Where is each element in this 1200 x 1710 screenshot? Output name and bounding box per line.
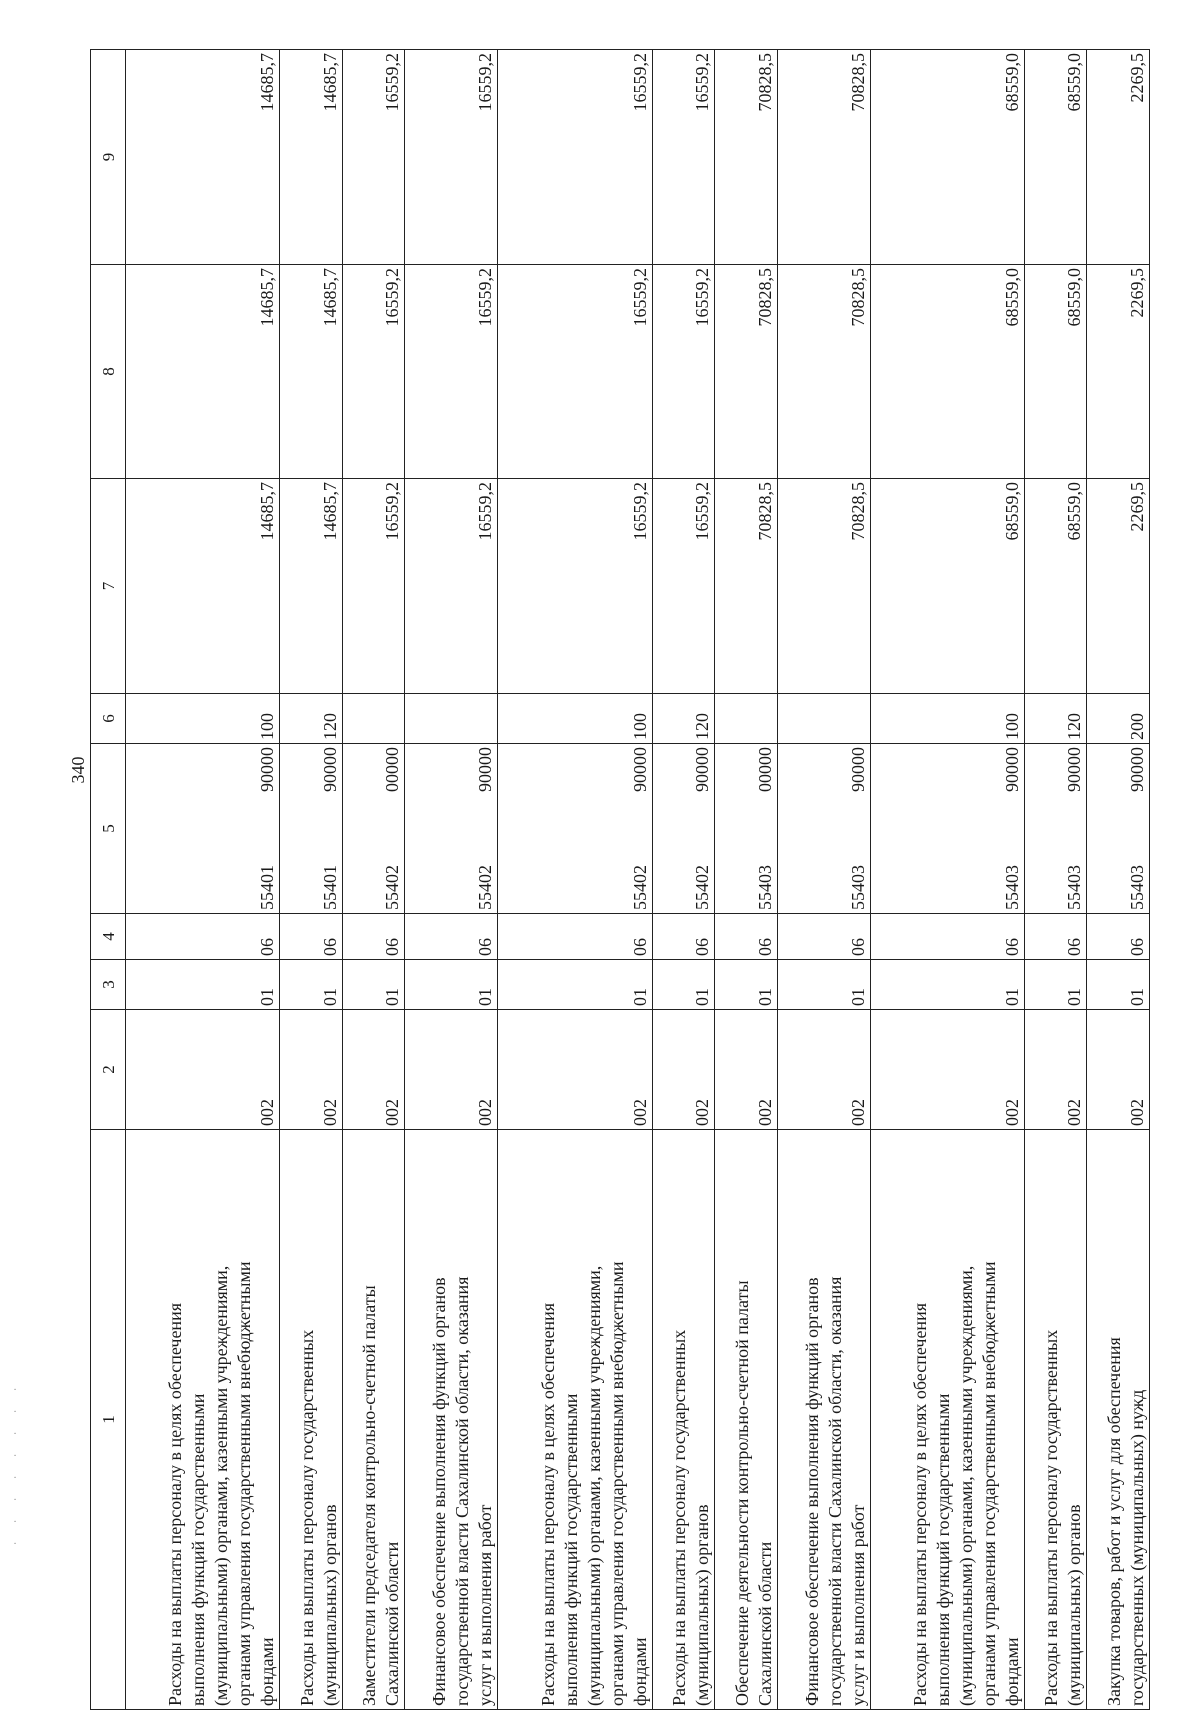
table-row xyxy=(652,50,715,1710)
section-code-cell: 01 xyxy=(777,960,870,1010)
column-header: 5 xyxy=(91,744,126,914)
column-header: 7 xyxy=(91,479,126,694)
ministry-code-cell: 002 xyxy=(126,1010,280,1130)
subsection-code-cell: 06 xyxy=(715,914,778,960)
ministry-code-cell: 002 xyxy=(1024,1010,1087,1130)
expense-description-cell xyxy=(126,1130,280,1710)
expense-type-cell: 200 xyxy=(1087,694,1150,744)
target-article-program: 55402 xyxy=(382,865,403,910)
target-article-program: 55402 xyxy=(692,865,713,910)
target-article-cell xyxy=(342,744,405,914)
table-row xyxy=(777,50,870,1710)
description-line: (муниципальными) органами, казенными учреждениями, xyxy=(955,1265,976,1706)
expense-description-cell xyxy=(652,1130,715,1710)
table-row xyxy=(498,50,652,1710)
target-article-code xyxy=(1001,747,1024,910)
target-article-program: 55401 xyxy=(257,865,278,910)
target-article-code xyxy=(754,747,777,910)
target-article-cell xyxy=(1024,744,1087,914)
description-line: фондами xyxy=(257,1637,278,1706)
ministry-code-cell: 002 xyxy=(498,1010,652,1130)
description-line: (муниципальных) органов xyxy=(319,1504,340,1706)
expense-description-cell xyxy=(280,1130,343,1710)
expense-type-cell: 120 xyxy=(280,694,343,744)
amount-col9-cell: 70828,5 xyxy=(777,50,870,265)
target-article-code xyxy=(1126,747,1149,910)
amount-col7-cell: 2269,5 xyxy=(1087,479,1150,694)
target-article-program: 55402 xyxy=(475,865,496,910)
amount-col9-cell: 16559,2 xyxy=(405,50,498,265)
amount-col7-cell: 14685,7 xyxy=(280,479,343,694)
amount-col9-cell: 68559,0 xyxy=(870,50,1024,265)
subsection-code-cell: 06 xyxy=(126,914,280,960)
description-line: Расходы на выплаты персоналу государственных xyxy=(669,1329,690,1706)
table-row xyxy=(1024,50,1087,1710)
target-article-code xyxy=(474,747,497,910)
description-line: Сахалинской области xyxy=(382,1541,403,1706)
target-article-program: 55403 xyxy=(754,865,775,910)
table-row xyxy=(405,50,498,1710)
expense-type-cell: 100 xyxy=(126,694,280,744)
ministry-code-cell: 002 xyxy=(652,1010,715,1130)
description-line: Финансовое обеспечение выполнения функций органов xyxy=(801,1277,822,1706)
table-body xyxy=(91,50,1150,1710)
description-line: Заместители председателя контрольно-счетной палаты xyxy=(359,1285,380,1706)
amount-col8-cell: 16559,2 xyxy=(498,265,652,479)
expense-type-cell xyxy=(405,694,498,744)
expense-type-cell: 100 xyxy=(498,694,652,744)
expense-description-cell xyxy=(870,1130,1024,1710)
target-article-direction: 90000 xyxy=(847,747,868,792)
target-article-program: 55403 xyxy=(1001,865,1022,910)
description-line: Расходы на выплаты персоналу государственных xyxy=(296,1329,317,1706)
amount-col7-cell: 70828,5 xyxy=(715,479,778,694)
target-article-program: 55403 xyxy=(1127,865,1147,910)
expense-description-cell xyxy=(777,1130,870,1710)
amount-col9-cell: 2269,5 xyxy=(1087,50,1150,265)
section-code-cell: 01 xyxy=(1087,960,1150,1010)
target-article-direction: 90000 xyxy=(692,747,713,792)
amount-col7-cell: 68559,0 xyxy=(1024,479,1087,694)
amount-col8-cell: 14685,7 xyxy=(126,265,280,479)
description-line: Расходы на выплаты персоналу в целях обеспечения xyxy=(165,1303,186,1706)
amount-col8-cell: 70828,5 xyxy=(715,265,778,479)
column-header: 9 xyxy=(91,50,126,265)
target-article-code xyxy=(381,747,404,910)
target-article-direction: 00000 xyxy=(382,747,403,792)
expense-description-cell xyxy=(498,1130,652,1710)
amount-col8-cell: 16559,2 xyxy=(405,265,498,479)
description-line: государственной власти Сахалинской области, оказания xyxy=(452,1276,473,1706)
amount-col8-cell: 70828,5 xyxy=(777,265,870,479)
amount-col8-cell: 14685,7 xyxy=(280,265,343,479)
amount-col8-cell: 16559,2 xyxy=(652,265,715,479)
column-header: 8 xyxy=(91,265,126,479)
amount-col7-cell: 68559,0 xyxy=(870,479,1024,694)
target-article-code xyxy=(256,747,279,910)
amount-col9-cell: 14685,7 xyxy=(126,50,280,265)
expense-type-cell xyxy=(342,694,405,744)
ministry-code-cell: 002 xyxy=(405,1010,498,1130)
target-article-code xyxy=(629,747,652,910)
description-line: фондами xyxy=(1001,1637,1022,1706)
ministry-code-cell: 002 xyxy=(870,1010,1024,1130)
amount-col8-cell: 68559,0 xyxy=(870,265,1024,479)
expense-description-cell xyxy=(715,1130,778,1710)
description-line: Расходы на выплаты персоналу в целях обеспечения xyxy=(537,1303,558,1706)
target-article-direction: 90000 xyxy=(319,747,340,792)
expense-type-cell: 100 xyxy=(870,694,1024,744)
section-code-cell: 01 xyxy=(652,960,715,1010)
expense-description-cell xyxy=(1024,1130,1087,1710)
amount-col7-cell: 16559,2 xyxy=(652,479,715,694)
ministry-code-cell: 002 xyxy=(280,1010,343,1130)
target-article-code xyxy=(847,747,870,910)
table-row xyxy=(1087,50,1150,1710)
subsection-code-cell: 06 xyxy=(280,914,343,960)
section-code-cell: 01 xyxy=(280,960,343,1010)
target-article-direction: 00000 xyxy=(754,747,775,792)
description-line: органами управления государственными внебюджетными xyxy=(606,1261,627,1706)
target-article-direction: 90000 xyxy=(257,747,278,792)
amount-col7-cell: 14685,7 xyxy=(126,479,280,694)
description-line: выполнения функций государственными xyxy=(188,1393,209,1706)
target-article-cell xyxy=(498,744,652,914)
description-line: органами управления государственными внебюджетными xyxy=(234,1261,255,1706)
target-article-direction: 90000 xyxy=(629,747,650,792)
subsection-code-cell: 06 xyxy=(498,914,652,960)
table-row xyxy=(715,50,778,1710)
target-article-cell xyxy=(1087,744,1150,914)
amount-col7-cell: 16559,2 xyxy=(342,479,405,694)
target-article-program: 55403 xyxy=(1064,865,1085,910)
section-code-cell: 01 xyxy=(1024,960,1087,1010)
description-line: (муниципальных) органов xyxy=(692,1504,713,1706)
expense-type-cell: 120 xyxy=(652,694,715,744)
description-line: фондами xyxy=(629,1637,650,1706)
target-article-code xyxy=(319,747,342,910)
target-article-cell xyxy=(715,744,778,914)
amount-col9-cell: 16559,2 xyxy=(342,50,405,265)
description-line: услуг и выполнения работ xyxy=(475,1504,496,1706)
subsection-code-cell: 06 xyxy=(342,914,405,960)
target-article-cell xyxy=(280,744,343,914)
target-article-program: 55403 xyxy=(847,865,868,910)
amount-col8-cell: 2269,5 xyxy=(1087,265,1150,479)
expense-description-cell xyxy=(1087,1130,1150,1710)
description-line: государственных (муниципальных) нужд xyxy=(1127,1389,1147,1706)
section-code-cell: 01 xyxy=(870,960,1024,1010)
target-article-cell xyxy=(126,744,280,914)
amount-col7-cell: 70828,5 xyxy=(777,479,870,694)
description-line: (муниципальных) органов xyxy=(1064,1504,1085,1706)
target-article-cell xyxy=(652,744,715,914)
description-line: Расходы на выплаты персоналу в целях обеспечения xyxy=(909,1303,930,1706)
scan-edge-marks: · · · · · · · · xyxy=(13,1385,17,1550)
target-article-direction: 90000 xyxy=(1001,747,1022,792)
column-header: 6 xyxy=(91,694,126,744)
page-number: 340 xyxy=(68,756,88,784)
table-row xyxy=(342,50,405,1710)
section-code-cell: 01 xyxy=(126,960,280,1010)
description-line: выполнения функций государственными xyxy=(932,1393,953,1706)
subsection-code-cell: 06 xyxy=(777,914,870,960)
target-article-code xyxy=(691,747,714,910)
target-article-cell xyxy=(405,744,498,914)
target-article-code xyxy=(1063,747,1086,910)
description-line: Финансовое обеспечение выполнения функций органов xyxy=(429,1277,450,1706)
ministry-code-cell: 002 xyxy=(1087,1010,1150,1130)
subsection-code-cell: 06 xyxy=(652,914,715,960)
description-line: Сахалинской области xyxy=(754,1541,775,1706)
description-line: выполнения функций государственными xyxy=(560,1393,581,1706)
amount-col8-cell: 16559,2 xyxy=(342,265,405,479)
expense-description-cell xyxy=(405,1130,498,1710)
target-article-direction: 90000 xyxy=(1127,747,1147,792)
amount-col9-cell: 68559,0 xyxy=(1024,50,1087,265)
section-code-cell: 01 xyxy=(715,960,778,1010)
description-line: Обеспечение деятельности контрольно-счетной палаты xyxy=(731,1280,752,1706)
ministry-code-cell: 002 xyxy=(715,1010,778,1130)
amount-col7-cell: 16559,2 xyxy=(405,479,498,694)
amount-col9-cell: 16559,2 xyxy=(498,50,652,265)
target-article-direction: 90000 xyxy=(1064,747,1085,792)
section-code-cell: 01 xyxy=(498,960,652,1010)
column-header: 4 xyxy=(91,914,126,960)
description-line: Закупка товаров, работ и услуг для обеспечения xyxy=(1104,1337,1124,1706)
column-header: 3 xyxy=(91,960,126,1010)
budget-table-frame xyxy=(90,50,1150,1710)
subsection-code-cell: 06 xyxy=(870,914,1024,960)
description-line: (муниципальными) органами, казенными учреждениями, xyxy=(211,1265,232,1706)
budget-table xyxy=(90,49,1150,1710)
description-line: Расходы на выплаты персоналу государственных xyxy=(1041,1329,1062,1706)
amount-col9-cell: 14685,7 xyxy=(280,50,343,265)
description-line: органами управления государственными внебюджетными xyxy=(978,1261,999,1706)
header-row xyxy=(91,50,126,1710)
ministry-code-cell: 002 xyxy=(342,1010,405,1130)
table-row xyxy=(870,50,1024,1710)
expense-description-cell xyxy=(342,1130,405,1710)
table-row xyxy=(280,50,343,1710)
subsection-code-cell: 06 xyxy=(1024,914,1087,960)
target-article-program: 55402 xyxy=(629,865,650,910)
subsection-code-cell: 06 xyxy=(405,914,498,960)
target-article-program: 55401 xyxy=(319,865,340,910)
amount-col7-cell: 16559,2 xyxy=(498,479,652,694)
column-header: 2 xyxy=(91,1010,126,1130)
expense-type-cell xyxy=(715,694,778,744)
description-line: (муниципальными) органами, казенными учреждениями, xyxy=(583,1265,604,1706)
amount-col9-cell: 70828,5 xyxy=(715,50,778,265)
expense-type-cell: 120 xyxy=(1024,694,1087,744)
expense-type-cell xyxy=(777,694,870,744)
table-row xyxy=(126,50,280,1710)
column-header: 1 xyxy=(91,1130,126,1710)
target-article-direction: 90000 xyxy=(475,747,496,792)
target-article-cell xyxy=(870,744,1024,914)
ministry-code-cell: 002 xyxy=(777,1010,870,1130)
section-code-cell: 01 xyxy=(342,960,405,1010)
section-code-cell: 01 xyxy=(405,960,498,1010)
target-article-cell xyxy=(777,744,870,914)
description-line: государственной власти Сахалинской области, оказания xyxy=(824,1276,845,1706)
subsection-code-cell: 06 xyxy=(1087,914,1150,960)
amount-col9-cell: 16559,2 xyxy=(652,50,715,265)
amount-col8-cell: 68559,0 xyxy=(1024,265,1087,479)
description-line: услуг и выполнения работ xyxy=(847,1504,868,1706)
